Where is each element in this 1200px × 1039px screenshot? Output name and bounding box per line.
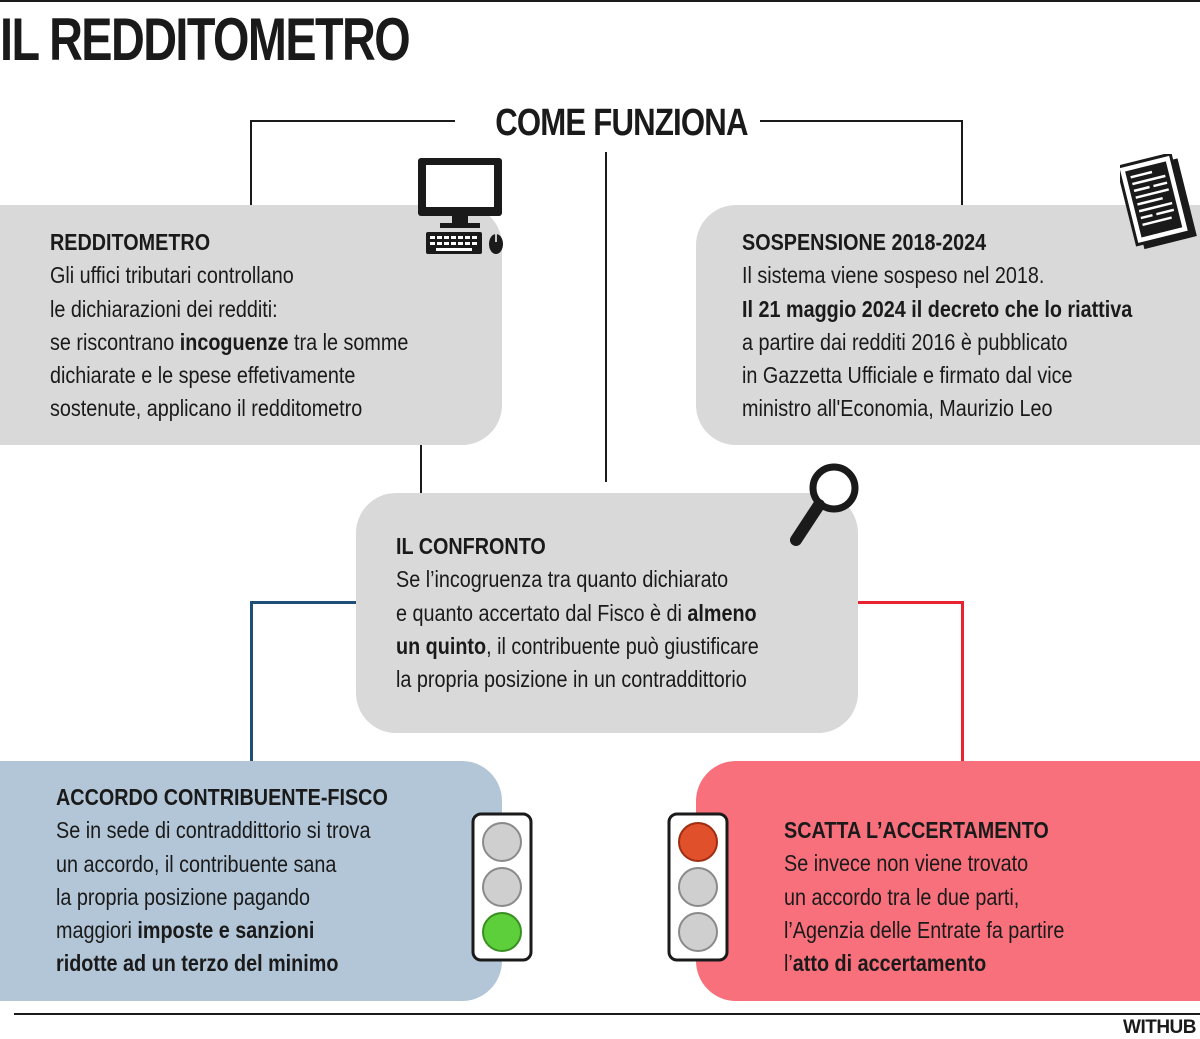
- redditometro-heading: REDDITOMETRO: [50, 229, 211, 255]
- accordo-line: un accordo, il contribuente sana: [56, 850, 337, 877]
- traffic-light-red-icon: [667, 812, 729, 962]
- confronto-line: e quanto accertato dal Fisco è di almeno: [396, 599, 757, 626]
- accordo-line: la propria posizione pagando: [56, 883, 311, 910]
- page-title: IL REDDITOMETRO: [0, 6, 410, 73]
- accertamento-line: un accordo tra le due parti,: [784, 883, 1020, 910]
- confronto-line: la propria posizione in un contraddittorio: [396, 666, 747, 693]
- accordo-line: ridotte ad un terzo del minimo: [56, 950, 339, 977]
- redditometro-line: dichiarate e le spese effetivamente: [50, 362, 356, 389]
- redditometro-line: le dichiarazioni dei redditi:: [50, 295, 278, 322]
- traffic-light-green-icon: [471, 812, 533, 962]
- sospensione-line: a partire dai redditi 2016 è pubblicato: [742, 328, 1068, 355]
- sospensione-heading: SOSPENSIONE 2018-2024: [742, 229, 987, 255]
- connector-left-v: [250, 120, 252, 206]
- connector-reddito-down: [420, 445, 422, 493]
- connector-blue-v: [250, 601, 253, 761]
- confronto-text: [396, 530, 759, 696]
- magnifier-icon: [786, 460, 862, 550]
- connector-red: [857, 601, 964, 604]
- confronto-line: Se l’incogruenza tra quanto dichiarato: [396, 566, 729, 593]
- accordo-line: Se in sede di contraddittorio si trova: [56, 817, 371, 844]
- redditometro-line: se riscontrano incoguenze tra le somme: [50, 328, 409, 355]
- accertamento-line: l’Agenzia delle Entrate fa partire: [784, 916, 1065, 943]
- accertamento-text: [784, 814, 1064, 980]
- connector-blue: [250, 601, 356, 604]
- subtitle: COME FUNZIONA: [495, 102, 748, 144]
- sospensione-text: [742, 226, 1132, 426]
- sospensione-line: Il sistema viene sospeso nel 2018.: [742, 262, 1045, 289]
- connector-center-v: [605, 152, 607, 482]
- redditometro-line: sostenute, applicano il redditometro: [50, 395, 363, 422]
- sospensione-line: in Gazzetta Ufficiale e firmato dal vice: [742, 362, 1073, 389]
- accertamento-heading: SCATTA L’ACCERTAMENTO: [784, 817, 1049, 843]
- computer-icon: [416, 156, 506, 256]
- document-icon: [1120, 154, 1200, 254]
- accordo-line: maggiori imposte e sanzioni: [56, 917, 315, 944]
- connector-left-h: [250, 120, 455, 122]
- footer-rule: [14, 1013, 1200, 1015]
- sospensione-line: ministro all'Economia, Maurizio Leo: [742, 395, 1053, 422]
- accertamento-line: l’atto di accertamento: [784, 950, 987, 977]
- redditometro-text: [50, 226, 408, 426]
- confronto-heading: IL CONFRONTO: [396, 533, 546, 559]
- connector-red-v: [961, 601, 964, 761]
- confronto-line: un quinto, il contribuente può giustificare: [396, 632, 759, 659]
- connector-right-v: [961, 120, 963, 206]
- sospensione-line: Il 21 maggio 2024 il decreto che lo riattiva: [742, 295, 1133, 322]
- redditometro-line: Gli uffici tributari controllano: [50, 262, 294, 289]
- accertamento-line: Se invece non viene trovato: [784, 850, 1029, 877]
- connector-right-h: [760, 120, 963, 122]
- brand-logo: WITHUB: [1123, 1017, 1196, 1038]
- accordo-text: [56, 781, 388, 981]
- accordo-heading: ACCORDO CONTRIBUENTE-FISCO: [56, 784, 388, 810]
